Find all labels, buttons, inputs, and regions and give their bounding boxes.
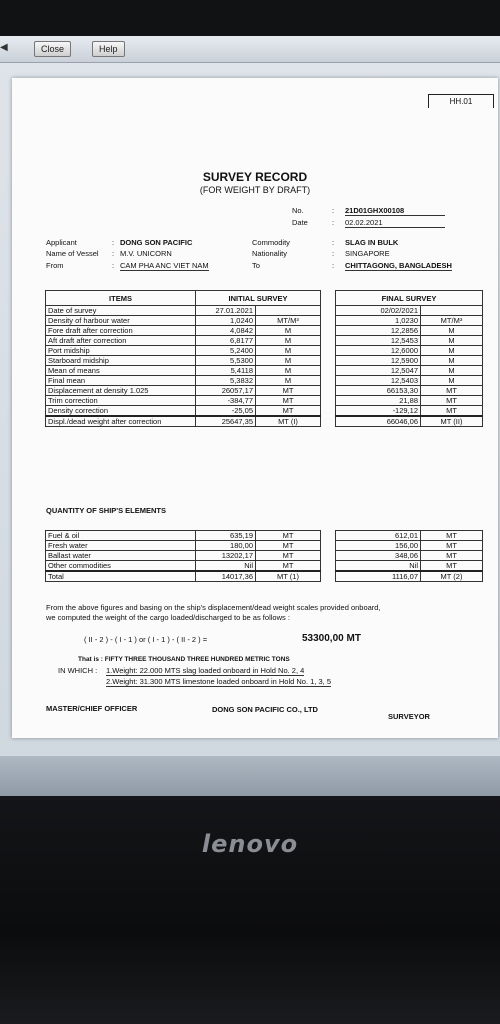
final-value-cell: 1116,07 [336, 571, 421, 582]
nationality-value: SINGAPORE [345, 249, 390, 258]
signature-master: MASTER/CHIEF OFFICER [46, 704, 138, 713]
commodity-label: Commodity [252, 238, 290, 247]
initial-unit-cell: MT [256, 541, 321, 551]
survey-row [46, 356, 483, 366]
final-value-cell: 1,0230 [336, 316, 421, 326]
spacer-cell [321, 326, 336, 336]
survey-row [46, 336, 483, 346]
element-row [46, 541, 483, 551]
document-title: SURVEY RECORD [202, 170, 308, 184]
final-value-cell: 12,5403 [336, 376, 421, 386]
initial-value-cell: 14017,36 [196, 571, 256, 582]
item-cell: Aft draft after correction [46, 336, 196, 346]
initial-unit-cell: MT (1) [256, 571, 321, 582]
from-label: From [46, 261, 64, 270]
spacer-cell [321, 571, 336, 582]
final-unit-cell: MT [421, 386, 483, 396]
initial-unit-cell: MT [256, 551, 321, 561]
qty-heading: QUANTITY OF SHIP'S ELEMENTS [46, 506, 166, 515]
initial-unit-cell: MT [256, 531, 321, 541]
spacer-cell [321, 316, 336, 326]
nationality-label: Nationality [252, 249, 288, 258]
survey-row [46, 376, 483, 386]
initial-value-cell: 5,2400 [196, 346, 256, 356]
initial-value-cell: 25647,35 [196, 416, 256, 427]
from-colon: : [112, 261, 115, 270]
date-label: Date [292, 218, 308, 227]
final-unit-cell: M [421, 326, 483, 336]
initial-value-cell: 6,8177 [196, 336, 256, 346]
final-value-cell: 02/02/2021 [336, 306, 421, 316]
final-unit-cell: M [421, 356, 483, 366]
date-colon: : [332, 218, 335, 227]
initial-value-cell: 1,0240 [196, 316, 256, 326]
initial-unit-cell [256, 306, 321, 316]
vessel-value: M.V. UNICORN [120, 249, 172, 258]
cargo-weight-result: 53300,00 MT [302, 633, 361, 644]
spacer-cell [321, 386, 336, 396]
no-label: No. [292, 206, 304, 215]
no-value: 21D01GHX00108 [345, 206, 445, 216]
item-cell: Displ./dead weight after correction [46, 416, 196, 427]
initial-value-cell: 26057,17 [196, 386, 256, 396]
final-unit-cell: M [421, 376, 483, 386]
spacer-cell [321, 541, 336, 551]
initial-value-cell: 180,00 [196, 541, 256, 551]
survey-row [46, 346, 483, 356]
final-value-cell: 156,00 [336, 541, 421, 551]
survey-table-header [46, 291, 483, 306]
final-unit-cell: MT/M³ [421, 316, 483, 326]
item-cell: Trim correction [46, 396, 196, 406]
final-value-cell: 21,88 [336, 396, 421, 406]
final-value-cell: 66153,30 [336, 386, 421, 396]
spacer-cell [321, 416, 336, 427]
initial-unit-cell: M [256, 346, 321, 356]
initial-value-cell: Nil [196, 561, 256, 572]
final-value-cell: 12,5453 [336, 336, 421, 346]
initial-value-cell: 27.01.2021 [196, 306, 256, 316]
signature-surveyor: SURVEYOR [388, 712, 430, 721]
monitor-bezel-top [0, 0, 500, 36]
para-line-2: we computed the weight of the cargo loaded/discharged to be as follows : [46, 613, 290, 622]
final-unit-cell: MT [421, 541, 483, 551]
final-value-cell: 12,6000 [336, 346, 421, 356]
initial-unit-cell: MT/M³ [256, 316, 321, 326]
final-unit-cell: MT [421, 396, 483, 406]
item-cell: Port midship [46, 346, 196, 356]
element-row [46, 551, 483, 561]
initial-unit-cell: MT (I) [256, 416, 321, 427]
signature-company: DONG SON PACIFIC CO., LTD [212, 705, 318, 714]
initial-unit-cell: M [256, 366, 321, 376]
para-line-1: From the above figures and basing on the ship's displacement/dead weight scales provided onboard, [46, 603, 381, 612]
final-unit-cell: M [421, 366, 483, 376]
item-cell: Density of harbour water [46, 316, 196, 326]
header-final: FINAL SURVEY [336, 291, 483, 306]
applicant-value: DONG SON PACIFIC [120, 238, 193, 247]
spacer-cell [321, 551, 336, 561]
spacer-cell [321, 396, 336, 406]
nationality-colon: : [332, 249, 335, 258]
item-cell: Other commodities [46, 561, 196, 572]
initial-unit-cell: MT [256, 406, 321, 417]
initial-value-cell: 5,4118 [196, 366, 256, 376]
screen-bottom-area [0, 756, 500, 796]
initial-unit-cell: M [256, 336, 321, 346]
final-unit-cell: MT (2) [421, 571, 483, 582]
in-which-item-2: 2.Weight: 31.300 MTS limestone loaded onboard in Hold No. 1, 3, 5 [106, 677, 331, 686]
final-unit-cell: M [421, 346, 483, 356]
spacer-cell [321, 561, 336, 572]
final-value-cell: 348,06 [336, 551, 421, 561]
item-cell: Fuel & oil [46, 531, 196, 541]
applicant-label: Applicant [46, 238, 77, 247]
survey-table-body [46, 306, 483, 427]
final-unit-cell: MT [421, 561, 483, 572]
item-cell: Date of survey [46, 306, 196, 316]
monitor-screen [0, 36, 500, 796]
survey-row [46, 306, 483, 316]
initial-value-cell: 5,5300 [196, 356, 256, 366]
survey-row [46, 366, 483, 376]
final-value-cell: 12,5047 [336, 366, 421, 376]
initial-unit-cell: MT [256, 396, 321, 406]
document-subtitle: (FOR WEIGHT BY DRAFT) [199, 185, 311, 195]
item-cell: Density correction [46, 406, 196, 417]
elements-table-body [46, 531, 483, 582]
initial-unit-cell: M [256, 376, 321, 386]
final-unit-cell: MT [421, 406, 483, 417]
final-value-cell: Nil [336, 561, 421, 572]
initial-value-cell: 13202,17 [196, 551, 256, 561]
item-cell: Starboard midship [46, 356, 196, 366]
element-row [46, 531, 483, 541]
vessel-colon: : [112, 249, 115, 258]
final-value-cell: 66046,06 [336, 416, 421, 427]
commodity-value: SLAG IN BULK [345, 238, 399, 247]
lenovo-logo: lenovo [201, 830, 299, 858]
item-cell: Displacement at density 1.025 [46, 386, 196, 396]
in-which-label: IN WHICH : [58, 666, 98, 675]
final-value-cell: 12,5900 [336, 356, 421, 366]
survey-row [46, 406, 483, 417]
to-value: CHITTAGONG, BANGLADESH [345, 261, 452, 270]
spacer-cell [321, 531, 336, 541]
initial-value-cell: 635,19 [196, 531, 256, 541]
close-button[interactable]: Close [34, 41, 71, 57]
header-initial: INITIAL SURVEY [196, 291, 321, 306]
item-cell: Final mean [46, 376, 196, 386]
initial-value-cell: -25,05 [196, 406, 256, 417]
initial-unit-cell: MT [256, 386, 321, 396]
survey-row [46, 386, 483, 396]
scroll-left-arrow-icon[interactable]: ◀ [0, 42, 8, 53]
final-value-cell: 612,01 [336, 531, 421, 541]
final-value-cell: -129,12 [336, 406, 421, 417]
viewer-toolbar [0, 36, 500, 63]
spacer-cell [321, 366, 336, 376]
spacer-cell [321, 376, 336, 386]
to-colon: : [332, 261, 335, 270]
item-cell: Ballast water [46, 551, 196, 561]
header-items: ITEMS [46, 291, 196, 306]
help-button[interactable]: Help [92, 41, 125, 57]
survey-document [12, 78, 498, 738]
in-which-item-1: 1.Weight: 22.000 MTS slag loaded onboard in Hold No. 2, 4 [106, 666, 305, 675]
survey-row [46, 326, 483, 336]
initial-value-cell: -384,77 [196, 396, 256, 406]
final-unit-cell: M [421, 336, 483, 346]
initial-unit-cell: M [256, 356, 321, 366]
that-is-line: That is : FIFTY THREE THOUSAND THREE HUNDRED METRIC TONS [78, 656, 290, 663]
applicant-colon: : [112, 238, 115, 247]
to-label: To [252, 261, 260, 270]
item-cell: Fresh water [46, 541, 196, 551]
survey-row [46, 416, 483, 427]
final-unit-cell: MT [421, 531, 483, 541]
item-cell: Fore draft after correction [46, 326, 196, 336]
commodity-colon: : [332, 238, 335, 247]
final-unit-cell: MT (II) [421, 416, 483, 427]
elements-table [45, 530, 483, 582]
date-value: 02.02.2021 [345, 218, 445, 228]
initial-value-cell: 4,0842 [196, 326, 256, 336]
vessel-label: Name of Vessel [46, 249, 99, 258]
initial-unit-cell: M [256, 326, 321, 336]
final-value-cell: 12,2856 [336, 326, 421, 336]
item-cell: Total [46, 571, 196, 582]
from-value: CAM PHA ANC VIET NAM [120, 261, 209, 270]
survey-table [45, 290, 483, 427]
element-row [46, 561, 483, 572]
survey-row [46, 316, 483, 326]
formula: ( II - 2 ) - ( I - 1 ) or ( I - 1 ) - ( II - 2 ) = [84, 635, 208, 644]
no-colon: : [332, 206, 335, 215]
survey-row [46, 396, 483, 406]
element-row [46, 571, 483, 582]
initial-value-cell: 5,3832 [196, 376, 256, 386]
item-cell: Mean of means [46, 366, 196, 376]
final-unit-cell: MT [421, 551, 483, 561]
spacer-cell [321, 346, 336, 356]
spacer-cell [321, 356, 336, 366]
spacer-cell [321, 336, 336, 346]
form-code: HH.01 [428, 94, 494, 108]
spacer-cell [321, 406, 336, 417]
initial-unit-cell: MT [256, 561, 321, 572]
final-unit-cell [421, 306, 483, 316]
spacer-cell [321, 306, 336, 316]
